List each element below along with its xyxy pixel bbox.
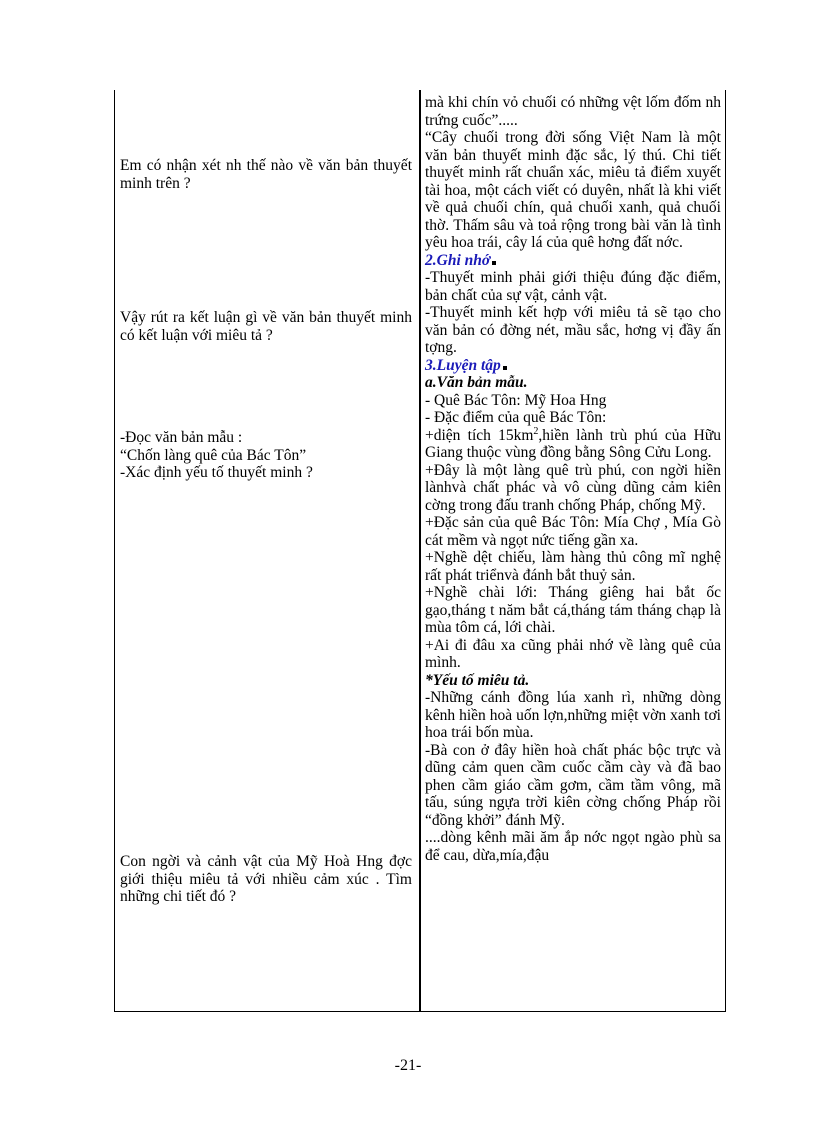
answer-paragraph: -Thuyết minh kết hợp với miêu tả sẽ tạo cho văn bản có đờng nét, mầu sắc, hơng vị đầy ấn tợng. — [425, 304, 721, 356]
question-column — [115, 90, 419, 1011]
answer-paragraph-area: +diện tích $15km^2,hiền$ lành trù phú của Hữu Giang thuộc vùng đồng bằng Sông Cửu Long. — [425, 425, 721, 461]
answer-paragraph: - Quê Bác Tôn: Mỹ Hoa Hng — [425, 391, 607, 409]
answer-paragraph: +Đây là một làng quê trù phú, con ngời hiền lànhvà chất phác và vô cùng dũng cảm kiên cờng trong đấu tranh chống Pháp, chống Mỹ. — [425, 461, 721, 514]
content-table — [114, 90, 726, 1012]
question-people-scenery: Con ngời và cảnh vật của Mỹ Hoà Hng đợc giới thiệu miêu tả với nhiều cảm xúc . Tìm những chi tiết đó ? — [120, 853, 412, 905]
page-number: -21- — [394, 1057, 422, 1074]
question-remark: Em có nhận xét nh thế nào về văn bản thuyết minh trên ? — [120, 157, 412, 192]
paragraph-mark — [492, 261, 496, 265]
answer-paragraph: -Những cánh đồng lúa xanh rì, những dòng kênh hiền hoà uốn lợn,những miệt vờn xanh tơi hoa trái bốn mùa. — [425, 689, 721, 741]
paragraph-mark — [503, 366, 507, 370]
question-conclusion: Vậy rút ra kết luận gì về văn bản thuyết minh có kết luận với miêu tả ? — [120, 309, 412, 344]
answer-text — [425, 94, 721, 864]
answer-paragraph: ....dòng kênh mãi ăm ắp nớc ngọt ngào phù sa để cau, dừa,mía,đậu — [425, 829, 721, 864]
answer-paragraph: -Thuyết minh phải giới thiệu đúng đặc điểm, bản chất của sự vật, cảnh vật. — [425, 269, 721, 304]
answer-column — [421, 90, 727, 1011]
subheading-sample-text: a.Văn bản mẫu. — [425, 374, 528, 391]
answer-paragraph: “Cây chuối trong đời sống Việt Nam là một văn bản thuyết minh đặc sắc, lý thú. Chi tiết thuyết minh rất chuẩn xác, miêu tả điểm xuyết tài hoa, một cách viết có duyên, nhất là khi viết về quả chuối chín, quả chuối xanh, quả chuối thờ. Thấm sâu và toả rộng trong bài văn là tình yêu hoa trái, cây lá của quê hơng đất nớc. — [425, 129, 721, 251]
question-read-sample: -Đọc văn bản mẫu : “Chốn làng quê của Bác Tôn” -Xác định yếu tố thuyết minh ? — [120, 429, 313, 481]
answer-paragraph: mà khi chín vỏ chuối có những vệt lốm đốm nh trứng cuốc”..... — [425, 94, 721, 129]
answer-paragraph: +Ai đi đâu xa cũng phải nhớ về làng quê của mình. — [425, 636, 721, 671]
answer-paragraph: +Nghề chài lới: Tháng giêng hai bắt ốc gạo,tháng t năm bắt cá,tháng tám tháng chạp là mùa tôm cá, lới chài. — [425, 584, 721, 636]
answer-paragraph: +Đặc sản của quê Bác Tôn: Mía Chợ , Mía Gò cát mềm và ngọt nức tiếng gần xa. — [425, 514, 721, 549]
subheading-description: *Yếu tố miêu tả. — [425, 671, 530, 689]
answer-paragraph: -Bà con ở đây hiền hoà chất phác bộc trực và dũng cảm quen cầm cuốc cầm cày và đã bao phen cầm giáo cầm gơm, cầm tầm vông, mã tấu, súng ngựa trời kiên cờng chống Pháp rồi “đồng khởi” đánh Mỹ. — [425, 741, 721, 829]
heading-luyen-tap: 3.Luyện tập — [425, 357, 721, 375]
answer-paragraph: +Nghề dệt chiếu, làm hàng thủ công mĩ nghệ rất phát triểnvà đánh bắt thuỷ sản. — [425, 549, 721, 584]
heading-ghi-nho: 2.Ghi nhớ — [425, 252, 721, 270]
answer-paragraph: - Đặc điểm của quê Bác Tôn: — [425, 409, 607, 426]
